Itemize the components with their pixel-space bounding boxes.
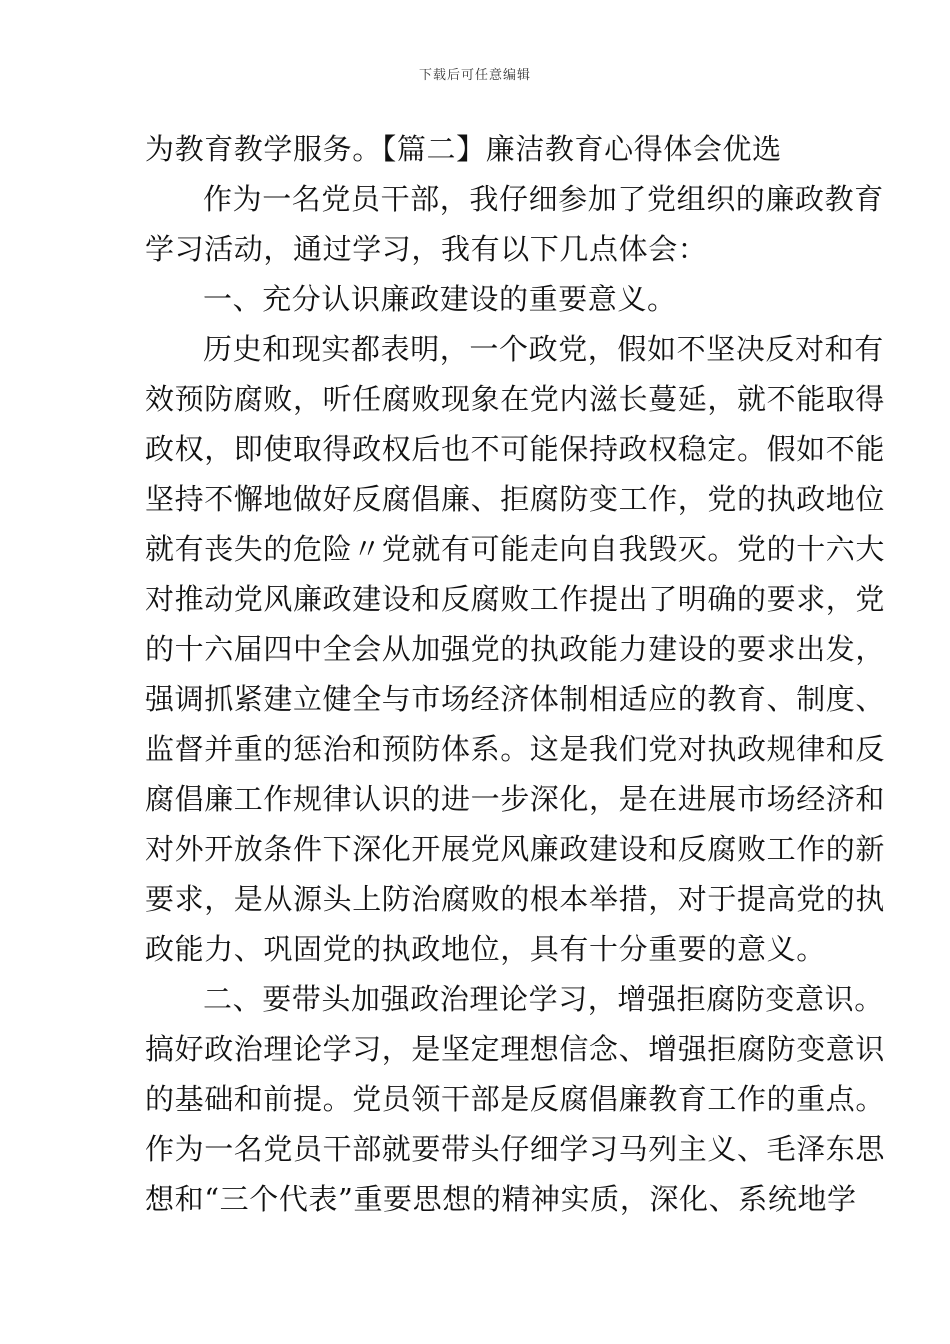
text-line: 为教育教学服务。【篇二】廉洁教育心得体会优选 [145, 132, 782, 166]
text-line: 就有丧失的危险〃党就有可能走向自我毁灭。党的十六大 [145, 532, 886, 566]
text-line: 腐倡廉工作规律认识的进一步深化，是在进展市场经济和 [145, 782, 886, 816]
text-line: 历史和现实都表明，一个政党，假如不坚决反对和有 [203, 332, 884, 366]
text-line: 对外开放条件下深化开展党风廉政建设和反腐败工作的新 [145, 832, 886, 866]
text-line: 要求，是从源头上防治腐败的根本举措，对于提高党的执 [145, 882, 886, 916]
text-line: 搞好政治理论学习，是坚定理想信念、增强拒腐防变意识 [145, 1032, 886, 1066]
section-heading: 二、要带头加强政治理论学习，增强拒腐防变意识。 [203, 982, 884, 1016]
text-line: 政能力、巩固党的执政地位，具有十分重要的意义。 [145, 932, 826, 966]
page-header: 下载后可任意编辑 [418, 68, 531, 83]
text-line: 政权，即使取得政权后也不可能保持政权稳定。假如不能 [145, 432, 886, 466]
text-line: 效预防腐败，听任腐败现象在党内滋长蔓延，就不能取得 [145, 382, 886, 416]
text-line: 的基础和前提。党员领干部是反腐倡廉教育工作的重点。 [145, 1082, 886, 1116]
text-line: 作为一名党员干部就要带头仔细学习马列主义、毛泽东思 [145, 1132, 886, 1166]
text-line: 作为一名党员干部，我仔细参加了党组织的廉政教育 [203, 182, 884, 216]
section-heading: 一、充分认识廉政建设的重要意义。 [203, 282, 677, 316]
text-line: 坚持不懈地做好反腐倡廉、拒腐防变工作，党的执政地位 [145, 482, 886, 516]
text-line: 对推动党风廉政建设和反腐败工作提出了明确的要求，党 [145, 582, 886, 616]
text-line: 想和“三个代表”重要思想的精神实质，深化、系统地学 [145, 1182, 857, 1216]
document-body [145, 126, 886, 1226]
text-line: 强调抓紧建立健全与市场经济体制相适应的教育、制度、 [145, 682, 886, 716]
text-line: 学习活动，通过学习，我有以下几点体会： [145, 232, 708, 266]
text-line: 的十六届四中全会从加强党的执政能力建设的要求出发， [145, 632, 886, 666]
text-line: 监督并重的惩治和预防体系。这是我们党对执政规律和反 [145, 732, 886, 766]
